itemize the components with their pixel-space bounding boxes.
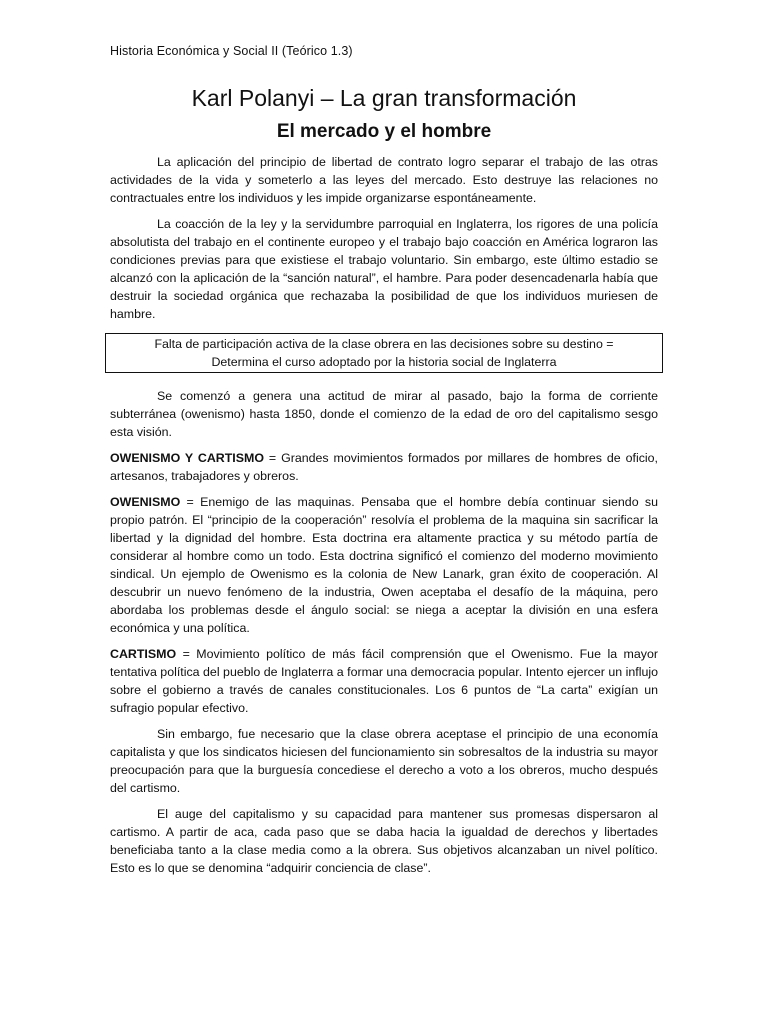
highlight-box — [105, 333, 663, 373]
paragraph-3: Se comenzó a genera una actitud de mirar al pasado, bajo la forma de corriente subterránea (owenismo) hasta 1850, donde el comienzo de la edad de oro del capitalismo sesgo esta visión. — [110, 389, 658, 439]
highlight-line-2: Determina el curso adoptado por la historia social de Inglaterra — [211, 355, 557, 369]
term-owenismo: OWENISMO — [110, 495, 181, 509]
paragraph-owenismo — [110, 493, 658, 637]
paragraph-owenismo-cartismo — [110, 449, 658, 485]
definition-cartismo: = Movimiento político de más fácil comprensión que el Owenismo. Fue la mayor tentativa política del pueblo de Inglaterra a formar una democracia popular. Intento ejercer un influjo sobre el gobierno a través de canales constitucionales. Los 6 puntos de “La carta” exigían un sufragio popular efectivo. — [110, 647, 658, 715]
term-owenismo-cartismo: OWENISMO Y CARTISMO — [110, 451, 264, 465]
highlight-line-1: Falta de participación activa de la clase obrera en las decisiones sobre su destino = — [154, 337, 614, 351]
definition-owenismo-cartismo: = Grandes movimientos formados por millares de hombres de oficio, artesanos, trabajadores y obreros. — [110, 451, 658, 483]
paragraph-7: Sin embargo, fue necesario que la clase obrera aceptase el principio de una economía capitalista y que los sindicatos hiciesen del funcionamiento sin sobresaltos de la industria su mayor preocupación para que la burguesía concediese el derecho a voto a los obreros, mucho después del cartismo. — [110, 727, 658, 795]
document-title: Karl Polanyi – La gran transformación — [191, 85, 577, 111]
definition-owenismo: = Enemigo de las maquinas. Pensaba que el hombre debía continuar siendo su propio patrón. El “principio de la cooperación” resolvía el problema de la maquina sin sacrificar la libertad y la dignidad del hombre. Esta doctrina era altamente practica y su método partía de considerar al hombre como un todo. Esta doctrina significó el comienzo del moderno movimiento sindical. Un ejemplo de Owenismo es la colonia de New Lanark, gran éxito de cooperación. Al descubrir un nuevo fenómeno de la industria, Owen aceptaba el desafío de la máquina, pero abordaba los problemas desde el ángulo social: se niega a aceptar la división en una esfera económica y una política. — [110, 495, 658, 635]
paragraph-2: La coacción de la ley y la servidumbre parroquial en Inglaterra, los rigores de una policía absolutista del trabajo en el continente europeo y el trabajo bajo coacción en América lograron las condiciones previas para que existiese el trabajo voluntario. Sin embargo, este último estadio se alcanzó con la aplicación de la “sanción natural”, el hambre. Para poder desencadenarla había que destruir la sociedad orgánica que rechazaba la posibilidad de que los individuos muriesen de hambre. — [110, 217, 658, 321]
paragraph-cartismo — [110, 645, 658, 717]
paragraph-1: La aplicación del principio de libertad de contrato logro separar el trabajo de las otras actividades de la vida y someterlo a las leyes del mercado. Esto destruye las relaciones no contractuales entre los individuos y les impide organizarse espontáneamente. — [110, 155, 658, 205]
paragraph-8: El auge del capitalismo y su capacidad para mantener sus promesas dispersaron al cartismo. A partir de aca, cada paso que se daba hacia la igualdad de derechos y libertades beneficiaba tanto a la clase media como a la obrera. Sus objetivos alcanzaban un nivel político. Esto es lo que se denomina “adquirir conciencia de clase”. — [110, 807, 658, 875]
term-cartismo: CARTISMO — [110, 647, 177, 661]
page-header: Historia Económica y Social II (Teórico 1.3) — [110, 44, 353, 58]
document-subtitle: El mercado y el hombre — [276, 121, 492, 142]
document-body — [110, 153, 658, 885]
